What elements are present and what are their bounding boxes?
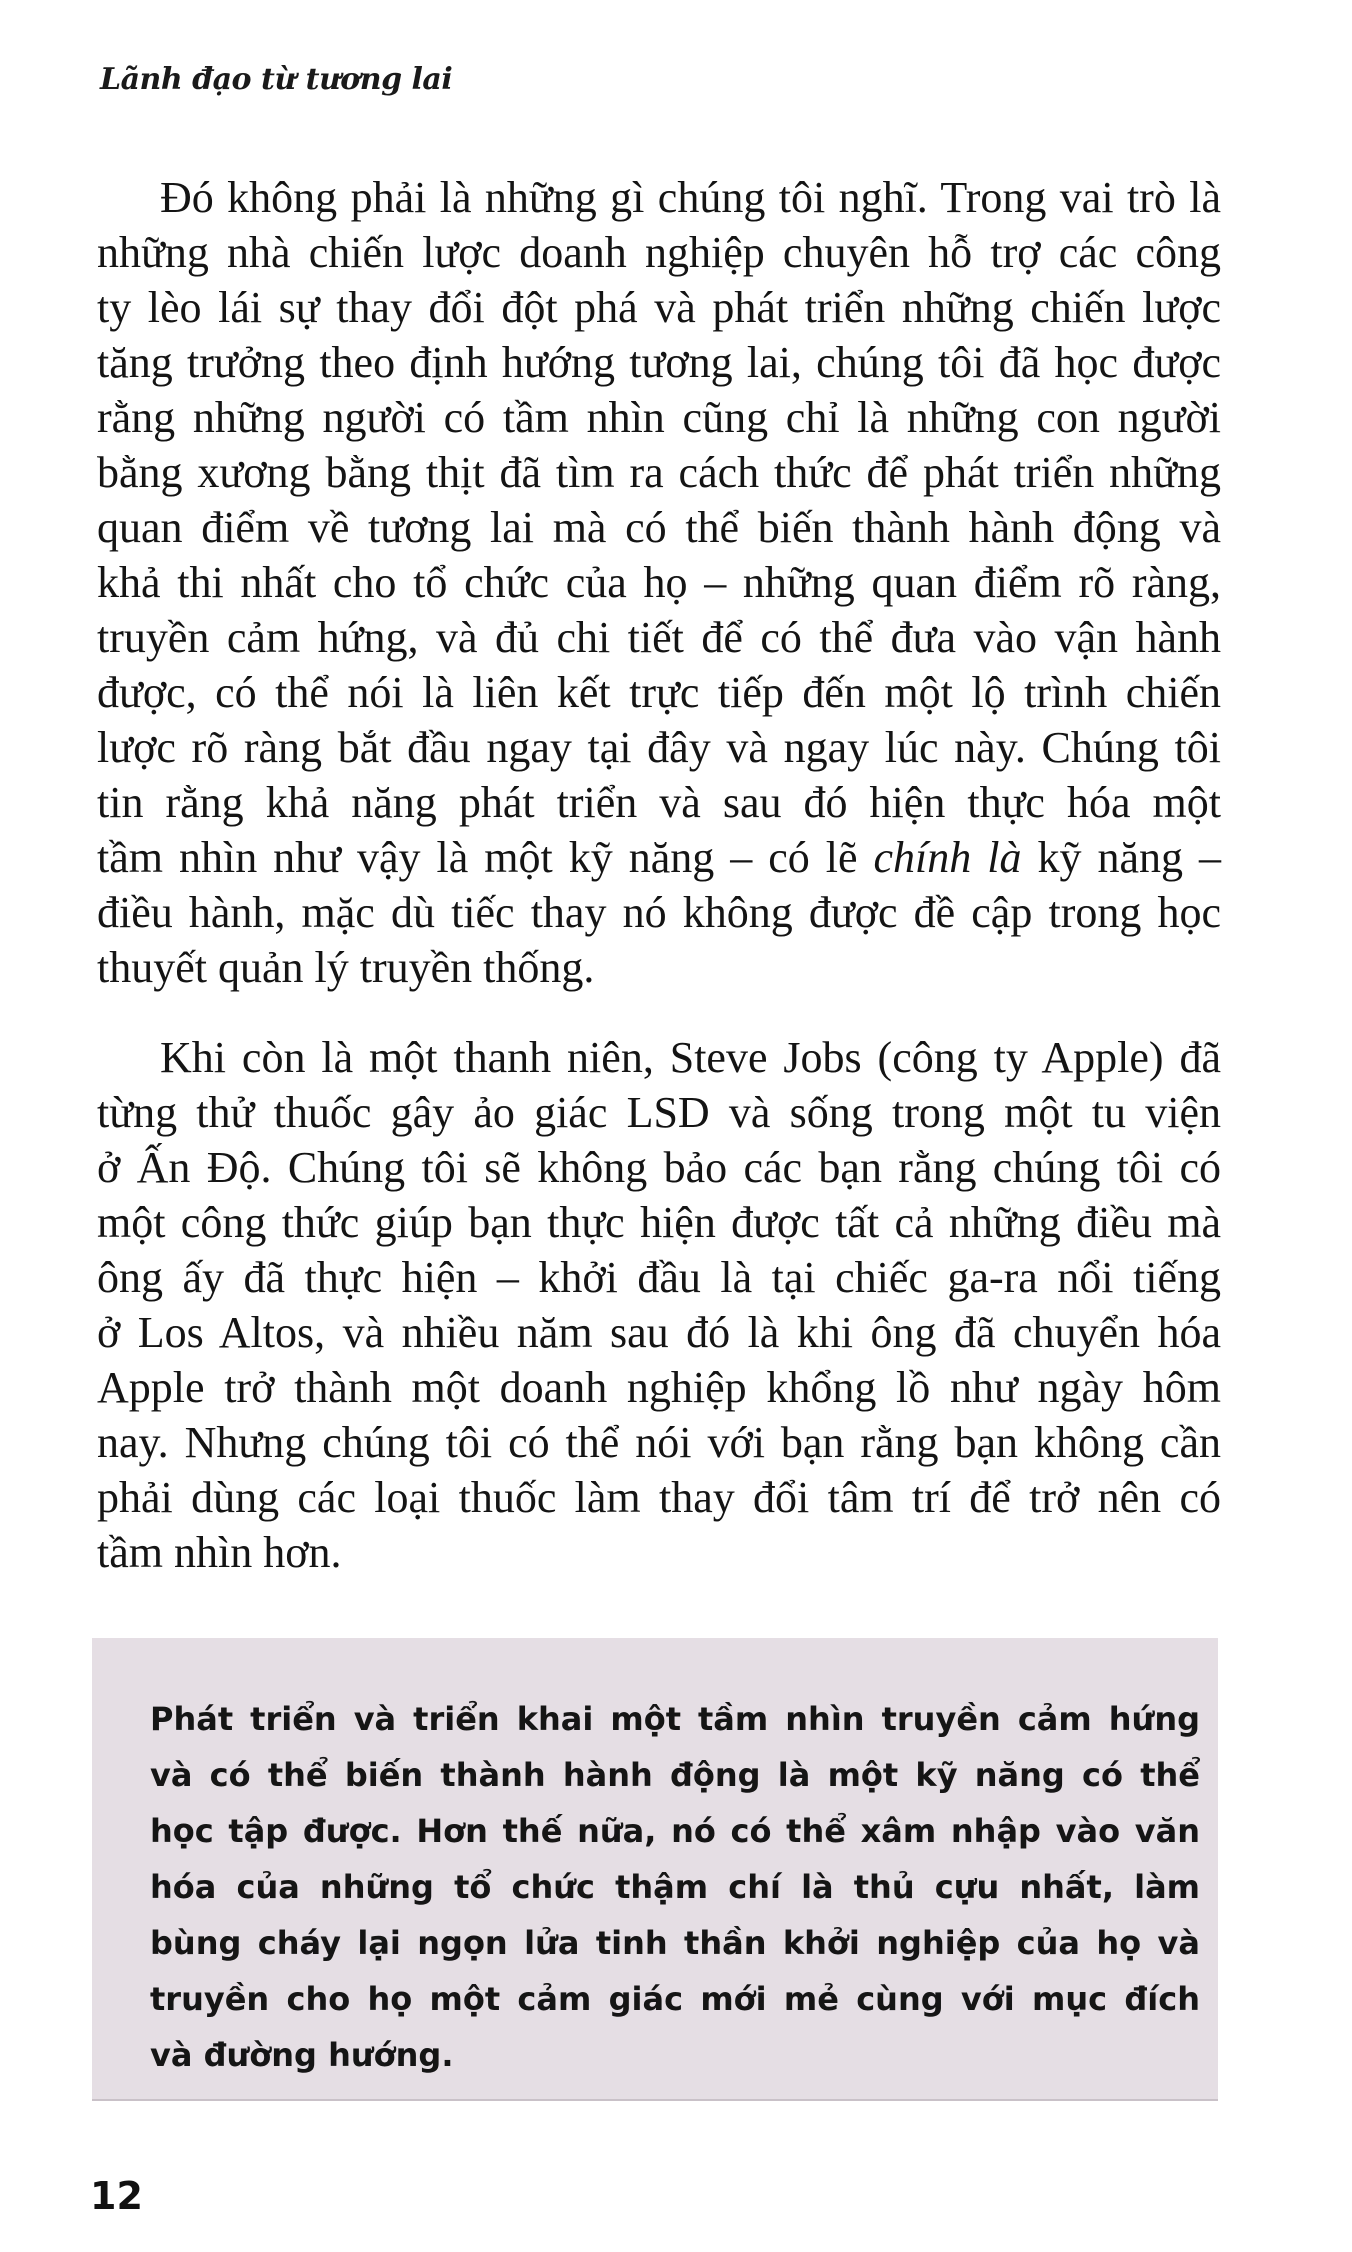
paragraph-line-with-emphasis: [97, 830, 1221, 885]
paragraph-line: tăng trưởng theo định hướng tương lai, chúng tôi đã học được: [97, 338, 1221, 387]
paragraph-line: thuyết quản lý truyền thống.: [97, 943, 595, 992]
callout-text: [150, 1691, 1200, 2083]
paragraph-line: phải dùng các loại thuốc làm thay đổi tâm trí để trở nên có: [97, 1473, 1221, 1522]
callout-line: bùng cháy lại ngọn lửa tinh thần khởi nghiệp của họ và: [150, 1924, 1200, 1962]
callout-line: hóa của những tổ chức thậm chí là thủ cựu nhất, làm: [150, 1868, 1200, 1906]
paragraph-line: từng thử thuốc gây ảo giác LSD và sống trong một tu viện: [97, 1088, 1221, 1137]
paragraph-1: [97, 170, 1221, 995]
paragraph-line: tin rằng khả năng phát triển và sau đó hiện thực hóa một: [97, 778, 1221, 827]
paragraph-line: Khi còn là một thanh niên, Steve Jobs (công ty Apple) đã: [160, 1033, 1221, 1082]
paragraph-line: được, có thể nói là liên kết trực tiếp đến một lộ trình chiến: [97, 668, 1221, 717]
paragraph-line: Apple trở thành một doanh nghiệp khổng lồ như ngày hôm: [97, 1363, 1221, 1412]
paragraph-line: những nhà chiến lược doanh nghiệp chuyên hỗ trợ các công: [97, 228, 1221, 277]
paragraph-2: [97, 1030, 1221, 1580]
running-header: Lãnh đạo từ tương lai: [100, 62, 453, 97]
paragraph-line: Đó không phải là những gì chúng tôi nghĩ. Trong vai trò là: [160, 173, 1221, 222]
paragraph-line: ở Los Altos, và nhiều năm sau đó là khi ông đã chuyển hóa: [97, 1308, 1221, 1357]
paragraph-line: ở Ấn Độ. Chúng tôi sẽ không bảo các bạn rằng chúng tôi có: [97, 1143, 1221, 1192]
page-number: 12: [90, 2174, 143, 2218]
paragraph-line: một công thức giúp bạn thực hiện được tất cả những điều mà: [97, 1198, 1221, 1247]
callout-line: truyền cho họ một cảm giác mới mẻ cùng với mục đích: [150, 1980, 1200, 2018]
paragraph-line: ty lèo lái sự thay đổi đột phá và phát triển những chiến lược: [97, 283, 1221, 332]
paragraph-line: quan điểm về tương lai mà có thể biến thành hành động và: [97, 503, 1221, 552]
callout-line: và đường hướng.: [150, 2036, 454, 2074]
callout-line: học tập được. Hơn thế nữa, nó có thể xâm nhập vào văn: [150, 1812, 1200, 1850]
paragraph-line: nay. Nhưng chúng tôi có thể nói với bạn rằng bạn không cần: [97, 1418, 1221, 1467]
paragraph-line: rằng những người có tầm nhìn cũng chỉ là những con người: [97, 393, 1221, 442]
paragraph-line: tầm nhìn hơn.: [97, 1528, 342, 1577]
paragraph-line: khả thi nhất cho tổ chức của họ – những quan điểm rõ ràng,: [97, 558, 1221, 607]
callout-box: [92, 1638, 1218, 2101]
paragraph-line: ông ấy đã thực hiện – khởi đầu là tại chiếc ga-ra nổi tiếng: [97, 1253, 1221, 1302]
callout-line: Phát triển và triển khai một tầm nhìn truyền cảm hứng: [150, 1700, 1200, 1738]
emphasis-text: chính là: [873, 833, 1022, 882]
paragraph-line: bằng xương bằng thịt đã tìm ra cách thức để phát triển những: [97, 448, 1221, 497]
line-lead: tầm nhìn như vậy là một kỹ năng – có lẽ: [97, 833, 874, 882]
callout-line: và có thể biến thành hành động là một kỹ năng có thể: [150, 1756, 1200, 1794]
paragraph-line: điều hành, mặc dù tiếc thay nó không được đề cập trong học: [97, 888, 1221, 937]
line-tail: kỹ năng –: [1021, 833, 1222, 882]
paragraph-line: truyền cảm hứng, và đủ chi tiết để có thể đưa vào vận hành: [97, 613, 1221, 662]
paragraph-line: lược rõ ràng bắt đầu ngay tại đây và ngay lúc này. Chúng tôi: [97, 723, 1221, 772]
